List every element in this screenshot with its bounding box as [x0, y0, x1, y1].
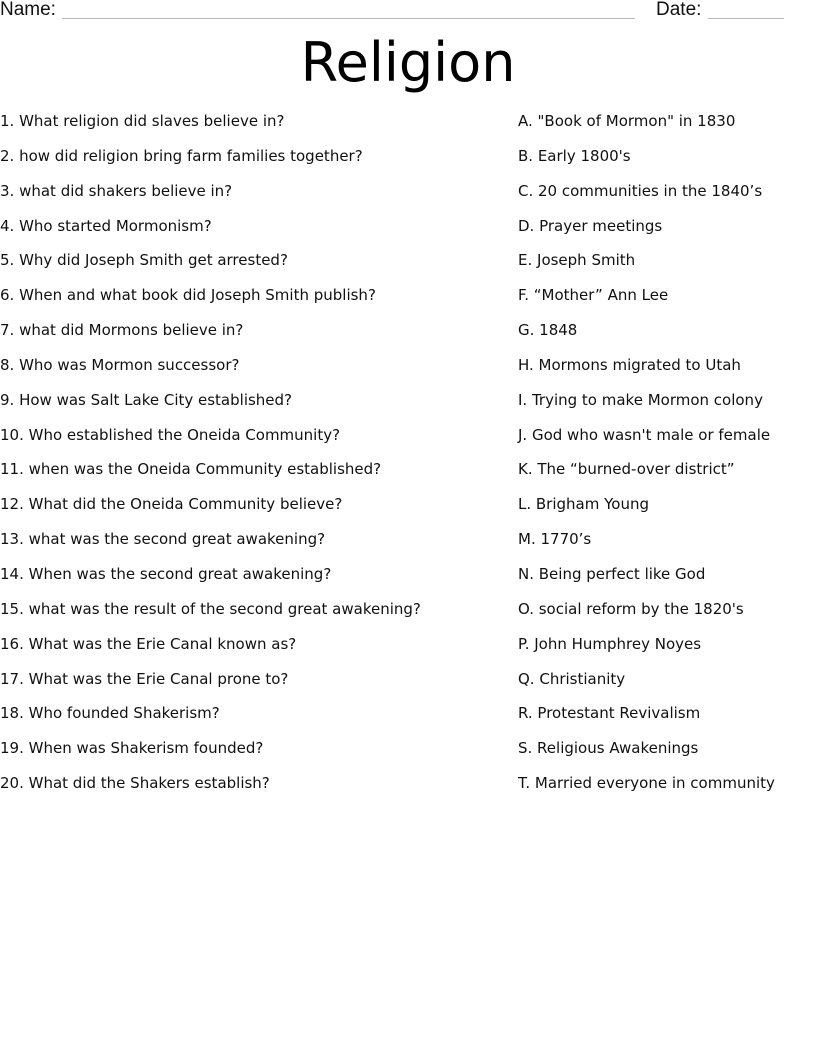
question-item: 2. how did religion bring farm families together?: [0, 146, 363, 165]
question-item: 1. What religion did slaves believe in?: [0, 112, 285, 130]
question-list: [0, 111, 500, 808]
worksheet-title: Religion: [300, 31, 516, 94]
answer-item: A. "Book of Mormon" in 1830: [518, 112, 736, 130]
question-item: 18. Who founded Shakerism?: [0, 704, 220, 723]
answer-item: K. The “burned-over district”: [518, 460, 735, 479]
answer-item: G. 1848: [518, 321, 578, 340]
answer-item: I. Trying to make Mormon colony: [518, 390, 763, 409]
date-field-line: [708, 18, 784, 19]
question-item: 12. What did the Oneida Community believe?: [0, 495, 343, 514]
answer-item: P. John Humphrey Noyes: [518, 634, 702, 653]
question-item: 10. Who established the Oneida Community?: [0, 425, 341, 444]
answer-item: H. Mormons migrated to Utah: [518, 355, 741, 374]
question-item: 14. When was the second great awakening?: [0, 564, 332, 583]
question-item: 19. When was Shakerism founded?: [0, 739, 264, 758]
date-label: Date:: [656, 0, 702, 20]
answer-item: N. Being perfect like God: [518, 564, 706, 583]
question-item: 13. what was the second great awakening?: [0, 530, 326, 549]
question-item: 3. what did shakers believe in?: [0, 181, 233, 200]
question-item: 8. Who was Mormon successor?: [0, 355, 240, 374]
question-item: 9. How was Salt Lake City established?: [0, 390, 293, 409]
question-item: 4. Who started Mormonism?: [0, 216, 212, 235]
answer-item: M. 1770’s: [518, 530, 592, 549]
answer-item: Q. Christianity: [518, 669, 626, 688]
answer-item: F. “Mother” Ann Lee: [518, 286, 669, 305]
answer-item: B. Early 1800's: [518, 146, 631, 165]
name-field-line: [62, 18, 635, 19]
answer-item: T. Married everyone in community: [518, 774, 775, 793]
question-item: 5. Why did Joseph Smith get arrested?: [0, 251, 288, 270]
answer-list: [518, 111, 816, 808]
answer-item: C. 20 communities in the 1840’s: [518, 181, 763, 200]
question-item: 15. what was the result of the second great awakening?: [0, 599, 421, 618]
answer-item: O. social reform by the 1820's: [518, 599, 744, 618]
answer-item: S. Religious Awakenings: [518, 739, 699, 758]
answer-item: L. Brigham Young: [518, 495, 650, 514]
question-item: 16. What was the Erie Canal known as?: [0, 634, 297, 653]
question-item: 11. when was the Oneida Community established?: [0, 460, 382, 479]
question-item: 20. What did the Shakers establish?: [0, 774, 270, 793]
answer-item: E. Joseph Smith: [518, 251, 636, 270]
answer-item: D. Prayer meetings: [518, 216, 663, 235]
answer-item: R. Protestant Revivalism: [518, 704, 701, 723]
question-item: 7. what did Mormons believe in?: [0, 321, 244, 340]
question-item: 6. When and what book did Joseph Smith publish?: [0, 286, 376, 305]
name-label: Name:: [0, 0, 56, 20]
worksheet-header: [0, 0, 816, 24]
answer-item: J. God who wasn't male or female: [518, 425, 771, 444]
question-item: 17. What was the Erie Canal prone to?: [0, 669, 289, 688]
